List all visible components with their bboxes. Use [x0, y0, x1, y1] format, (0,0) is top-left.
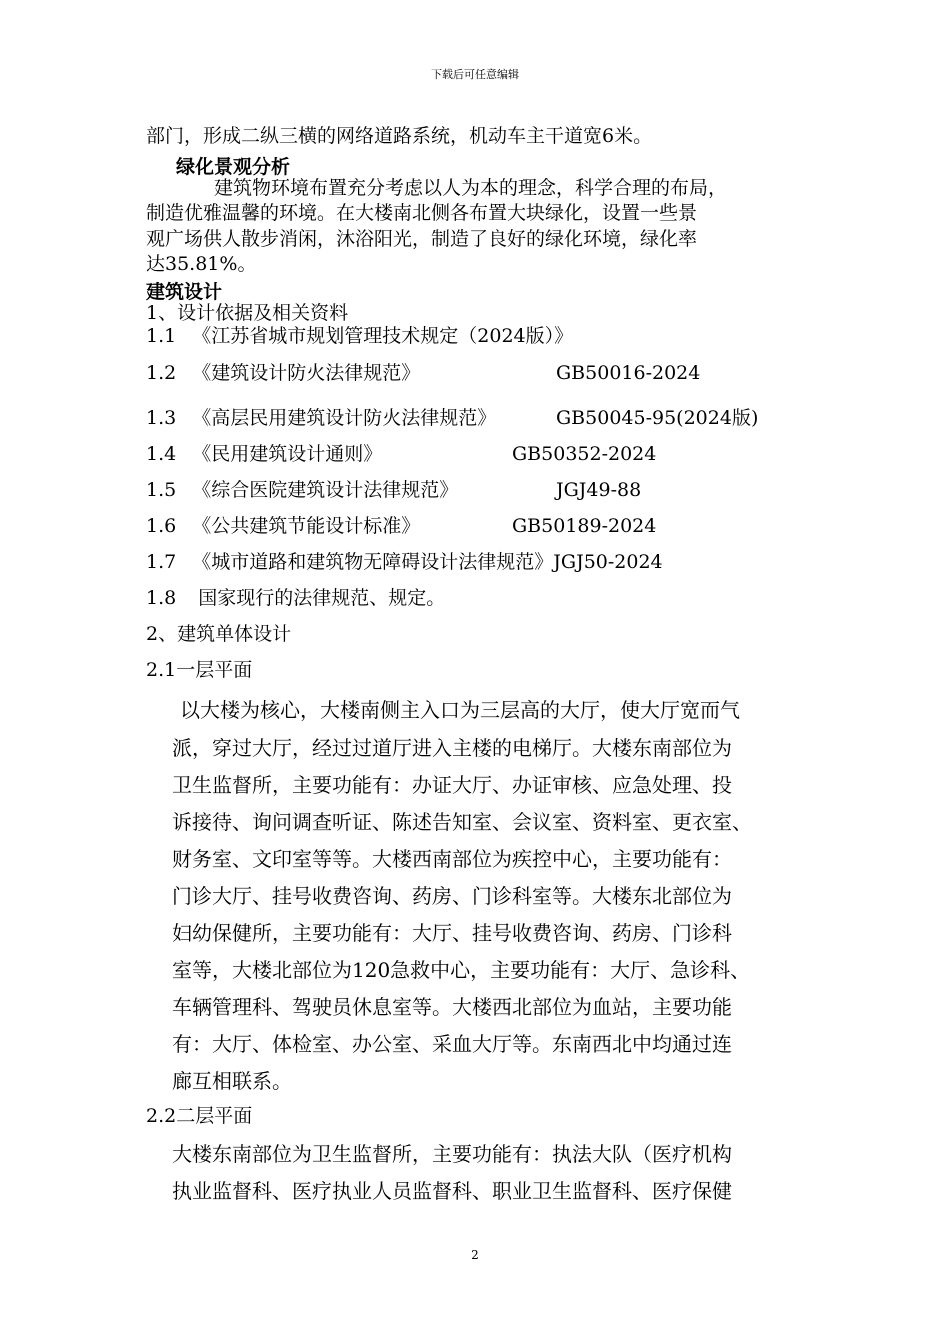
floor1-line: 有：大厅、体检室、办公室、采血大厅等。东南西北中均通过连	[172, 1032, 732, 1056]
greening-line: 达35.81%。	[146, 253, 257, 275]
basis-item-num: 1.7	[146, 551, 177, 573]
basis-item-num: 1.1	[146, 325, 177, 347]
basis-item	[146, 586, 445, 610]
basis-item-name: 《综合医院建筑设计法律规范》	[192, 479, 459, 501]
basis-item-code: GB50016-2024	[556, 362, 701, 384]
basis-item	[146, 406, 496, 430]
basis-item-code: GB50045-95(2024版)	[556, 407, 759, 429]
page-header: 下载后可任意编辑	[431, 68, 519, 81]
floor2-title: 2.2二层平面	[146, 1105, 253, 1127]
paragraph-top: 部门，形成二纵三横的网络道路系统，机动车主干道宽6米。	[146, 125, 653, 147]
basis-item-name: 《建筑设计防火法律规范》	[192, 362, 421, 384]
floor1-line: 财务室、文印室等等。大楼西南部位为疾控中心，主要功能有：	[172, 847, 732, 871]
unit-title: 2、建筑单体设计	[146, 623, 292, 645]
basis-item-name: 《江苏省城市规划管理技术规定（2024版）》	[192, 325, 574, 347]
greening-line: 观广场供人散步消闲，沐浴阳光，制造了良好的绿化环境，绿化率	[146, 228, 698, 250]
basis-item	[146, 478, 458, 502]
floor1-line: 卫生监督所，主要功能有：办证大厅、办证审核、应急处理、投	[172, 773, 732, 797]
floor1-line: 以大楼为核心，大楼南侧主入口为三层高的大厅，使大厅宽而气	[180, 698, 740, 722]
basis-item-name: 《城市道路和建筑物无障碍设计法律规范》	[192, 551, 554, 573]
basis-item-name: 《公共建筑节能设计标准》	[192, 515, 421, 537]
basis-item	[146, 361, 420, 385]
greening-heading: 绿化景观分析	[176, 156, 291, 178]
basis-item-num: 1.2	[146, 362, 177, 384]
floor1-line: 派，穿过大厅，经过过道厅进入主楼的电梯厅。大楼东南部位为	[172, 736, 732, 760]
floor1-title: 2.1一层平面	[146, 659, 253, 681]
basis-item-num: 1.5	[146, 479, 177, 501]
basis-item-num: 1.8	[146, 587, 177, 609]
floor1-line: 室等，大楼北部位为120急救中心，主要功能有：大厅、急诊科、	[172, 958, 751, 982]
basis-item-num: 1.4	[146, 443, 177, 465]
basis-item-code: JGJ49-88	[556, 479, 642, 501]
basis-item	[146, 324, 573, 348]
floor1-line: 妇幼保健所，主要功能有：大厅、挂号收费咨询、药房、门诊科	[172, 921, 732, 945]
design-heading: 建筑设计	[146, 281, 223, 303]
basis-title: 1、设计依据及相关资料	[146, 302, 349, 324]
floor1-line: 廊互相联系。	[172, 1069, 292, 1093]
basis-item-num: 1.6	[146, 515, 177, 537]
basis-item-name: 国家现行的法律规范、规定。	[198, 587, 446, 609]
basis-item	[146, 514, 420, 538]
basis-item-code: GB50189-2024	[512, 515, 657, 537]
page-number: 2	[471, 1248, 479, 1262]
floor1-line: 诉接待、询问调查听证、陈述告知室、会议室、资料室、更衣室、	[172, 810, 752, 834]
floor2-line: 执业监督科、医疗执业人员监督科、职业卫生监督科、医疗保健	[172, 1179, 732, 1203]
basis-item-name: 《民用建筑设计通则》	[192, 443, 383, 465]
basis-item-code: JGJ50-2024	[553, 551, 663, 573]
basis-item-num: 1.3	[146, 407, 177, 429]
floor1-line: 门诊大厅、挂号收费咨询、药房、门诊科室等。大楼东北部位为	[172, 884, 732, 908]
floor1-line: 车辆管理科、驾驶员休息室等。大楼西北部位为血站，主要功能	[172, 995, 732, 1019]
greening-line: 制造优雅温馨的环境。在大楼南北侧各布置大块绿化，设置一些景	[146, 202, 698, 224]
basis-item	[146, 442, 382, 466]
floor2-line: 大楼东南部位为卫生监督所，主要功能有：执法大队（医疗机构	[172, 1142, 732, 1166]
basis-item	[146, 550, 663, 574]
basis-item-code: GB50352-2024	[512, 443, 657, 465]
greening-line: 建筑物环境布置充分考虑以人为本的理念，科学合理的布局，	[214, 177, 728, 199]
basis-item-name: 《高层民用建筑设计防火法律规范》	[192, 407, 497, 429]
